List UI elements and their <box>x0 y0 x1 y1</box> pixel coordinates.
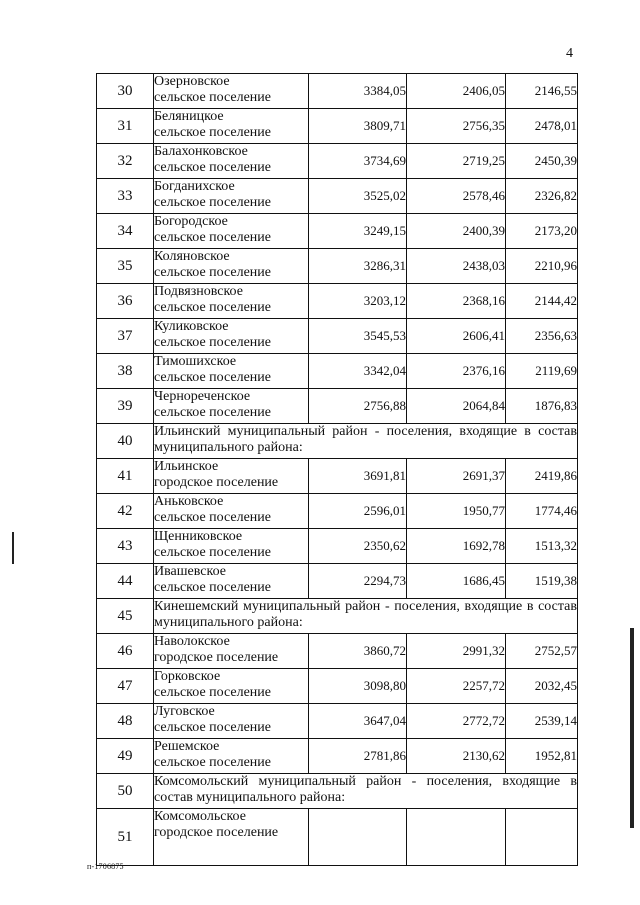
row-number: 33 <box>97 179 154 214</box>
table-row <box>97 284 578 319</box>
value-v2: 2691,37 <box>407 459 506 494</box>
settlement-name-line: Богородское <box>154 214 228 229</box>
value-v3: 2144,42 <box>506 284 578 319</box>
table-row <box>97 179 578 214</box>
value-v3: 1876,83 <box>506 389 578 424</box>
settlement-name <box>154 319 309 354</box>
row-number: 44 <box>97 564 154 599</box>
row-number: 42 <box>97 494 154 529</box>
value-v1: 2350,62 <box>309 529 407 564</box>
table-row <box>97 109 578 144</box>
settlement-name-line: Чернореченское <box>154 389 251 404</box>
settlement-name-line: сельское поселение <box>154 125 271 140</box>
settlement-name <box>154 809 309 866</box>
value-v1: 3525,02 <box>309 179 407 214</box>
value-v3: 2032,45 <box>506 669 578 704</box>
district-heading: Комсомольский муниципальный район - поселения, входящие в состав муниципального района: <box>154 774 578 809</box>
row-number: 30 <box>97 74 154 109</box>
value-v1 <box>309 809 407 866</box>
value-v3: 1519,38 <box>506 564 578 599</box>
settlement-name-line: сельское поселение <box>154 300 271 315</box>
table-row <box>97 354 578 389</box>
settlement-name <box>154 634 309 669</box>
row-number: 47 <box>97 669 154 704</box>
table-row <box>97 74 578 109</box>
value-v2: 2606,41 <box>407 319 506 354</box>
settlement-name-line: сельское поселение <box>154 685 271 700</box>
value-v2: 2257,72 <box>407 669 506 704</box>
settlement-name-line: Озерновское <box>154 74 230 89</box>
value-v1: 2596,01 <box>309 494 407 529</box>
settlement-name-line: сельское поселение <box>154 405 271 420</box>
settlement-name <box>154 109 309 144</box>
value-v1: 3249,15 <box>309 214 407 249</box>
settlement-name-line: Ивашевское <box>154 564 226 579</box>
settlement-name-line: Аньковское <box>154 494 224 509</box>
value-v2: 2719,25 <box>407 144 506 179</box>
value-v1: 2781,86 <box>309 739 407 774</box>
settlement-name <box>154 179 309 214</box>
settlement-name <box>154 74 309 109</box>
district-heading: Ильинский муниципальный район - поселения, входящие в состав муниципального района: <box>154 424 578 459</box>
value-v2: 1686,45 <box>407 564 506 599</box>
value-v3: 2752,57 <box>506 634 578 669</box>
value-v1: 3342,04 <box>309 354 407 389</box>
value-v1: 2756,88 <box>309 389 407 424</box>
table-row <box>97 529 578 564</box>
row-number: 39 <box>97 389 154 424</box>
settlement-name <box>154 214 309 249</box>
settlement-name-line: сельское поселение <box>154 510 271 525</box>
value-v3: 2326,82 <box>506 179 578 214</box>
row-number: 51 <box>97 809 154 866</box>
settlement-name-line: сельское поселение <box>154 90 271 105</box>
row-number: 40 <box>97 424 154 459</box>
settlement-name <box>154 389 309 424</box>
value-v3: 2450,39 <box>506 144 578 179</box>
row-number: 37 <box>97 319 154 354</box>
value-v1: 3860,72 <box>309 634 407 669</box>
value-v2: 2376,16 <box>407 354 506 389</box>
value-v2: 2991,32 <box>407 634 506 669</box>
settlement-name-line: сельское поселение <box>154 580 271 595</box>
settlement-name <box>154 704 309 739</box>
section-header-row <box>97 774 578 809</box>
value-v1: 3647,04 <box>309 704 407 739</box>
settlement-name-line: Балахонковское <box>154 144 248 159</box>
value-v3: 1952,81 <box>506 739 578 774</box>
table-row <box>97 669 578 704</box>
table-row <box>97 319 578 354</box>
value-v3: 2356,63 <box>506 319 578 354</box>
value-v2 <box>407 809 506 866</box>
value-v1: 3545,53 <box>309 319 407 354</box>
value-v1: 3809,71 <box>309 109 407 144</box>
table-row <box>97 809 578 866</box>
value-v3: 2419,86 <box>506 459 578 494</box>
value-v2: 1692,78 <box>407 529 506 564</box>
value-v3: 2478,01 <box>506 109 578 144</box>
row-number: 43 <box>97 529 154 564</box>
district-heading: Кинешемский муниципальный район - поселения, входящие в состав муниципального района: <box>154 599 578 634</box>
settlement-name <box>154 739 309 774</box>
row-number: 48 <box>97 704 154 739</box>
settlement-name-line: сельское поселение <box>154 335 271 350</box>
value-v2: 2130,62 <box>407 739 506 774</box>
settlement-name-line: городское поселение <box>154 475 279 490</box>
value-v3: 1774,46 <box>506 494 578 529</box>
table-row <box>97 564 578 599</box>
value-v2: 2756,35 <box>407 109 506 144</box>
settlement-name-line: сельское поселение <box>154 755 271 770</box>
row-number: 46 <box>97 634 154 669</box>
value-v2: 2368,16 <box>407 284 506 319</box>
settlement-name <box>154 284 309 319</box>
settlement-name <box>154 459 309 494</box>
table-row <box>97 704 578 739</box>
row-number: 35 <box>97 249 154 284</box>
value-v3: 2119,69 <box>506 354 578 389</box>
settlement-name-line: Подвязновское <box>154 284 243 299</box>
settlement-name-line: сельское поселение <box>154 720 271 735</box>
settlement-name-line: Наволокское <box>154 634 230 649</box>
value-v2: 2406,05 <box>407 74 506 109</box>
row-number: 41 <box>97 459 154 494</box>
settlement-name-line: городское поселение <box>154 825 279 840</box>
row-number: 45 <box>97 599 154 634</box>
value-v3 <box>506 809 578 866</box>
value-v1: 3203,12 <box>309 284 407 319</box>
row-number: 36 <box>97 284 154 319</box>
settlement-name-line: Комсомольское <box>154 809 246 824</box>
settlement-name <box>154 249 309 284</box>
section-header-row <box>97 599 578 634</box>
table-row <box>97 249 578 284</box>
page-number: 4 <box>566 46 573 61</box>
settlements-table <box>96 73 578 866</box>
value-v1: 3734,69 <box>309 144 407 179</box>
settlement-name-line: Щенниковское <box>154 529 243 544</box>
value-v2: 1950,77 <box>407 494 506 529</box>
value-v3: 2146,55 <box>506 74 578 109</box>
settlement-name-line: сельское поселение <box>154 160 271 175</box>
table-row <box>97 144 578 179</box>
table-row <box>97 739 578 774</box>
settlement-name <box>154 529 309 564</box>
row-number: 31 <box>97 109 154 144</box>
table-row <box>97 634 578 669</box>
value-v1: 3286,31 <box>309 249 407 284</box>
settlement-name-line: Тимошихское <box>154 354 237 369</box>
settlement-name <box>154 494 309 529</box>
table-row <box>97 389 578 424</box>
value-v3: 2539,14 <box>506 704 578 739</box>
settlement-name <box>154 669 309 704</box>
value-v3: 1513,32 <box>506 529 578 564</box>
value-v2: 2438,03 <box>407 249 506 284</box>
value-v1: 2294,73 <box>309 564 407 599</box>
value-v1: 3384,05 <box>309 74 407 109</box>
settlement-name-line: сельское поселение <box>154 370 271 385</box>
settlement-name <box>154 564 309 599</box>
settlement-name <box>154 144 309 179</box>
settlement-name-line: сельское поселение <box>154 265 271 280</box>
scan-artifact-left <box>12 532 14 564</box>
value-v3: 2210,96 <box>506 249 578 284</box>
settlement-name <box>154 354 309 389</box>
document-id: п-1706875 <box>87 862 124 871</box>
settlement-name-line: Горковское <box>154 669 221 684</box>
settlement-name-line: сельское поселение <box>154 195 271 210</box>
value-v2: 2400,39 <box>407 214 506 249</box>
value-v3: 2173,20 <box>506 214 578 249</box>
value-v2: 2064,84 <box>407 389 506 424</box>
row-number: 34 <box>97 214 154 249</box>
value-v1: 3098,80 <box>309 669 407 704</box>
value-v2: 2578,46 <box>407 179 506 214</box>
value-v1: 3691,81 <box>309 459 407 494</box>
settlement-name-line: Ильинское <box>154 459 219 474</box>
settlement-name-line: городское поселение <box>154 650 279 665</box>
settlement-name-line: Куликовское <box>154 319 229 334</box>
settlement-name-line: сельское поселение <box>154 545 271 560</box>
settlement-name-line: Решемское <box>154 739 220 754</box>
row-number: 49 <box>97 739 154 774</box>
settlement-name-line: сельское поселение <box>154 230 271 245</box>
value-v2: 2772,72 <box>407 704 506 739</box>
settlement-name-line: Богданихское <box>154 179 235 194</box>
row-number: 32 <box>97 144 154 179</box>
table-row <box>97 459 578 494</box>
settlement-name-line: Луговское <box>154 704 215 719</box>
scan-artifact-right <box>630 628 634 828</box>
settlement-name-line: Беляницкое <box>154 109 224 124</box>
section-header-row <box>97 424 578 459</box>
settlement-name-line: Коляновское <box>154 249 230 264</box>
row-number: 50 <box>97 774 154 809</box>
table-row <box>97 494 578 529</box>
table-row <box>97 214 578 249</box>
row-number: 38 <box>97 354 154 389</box>
